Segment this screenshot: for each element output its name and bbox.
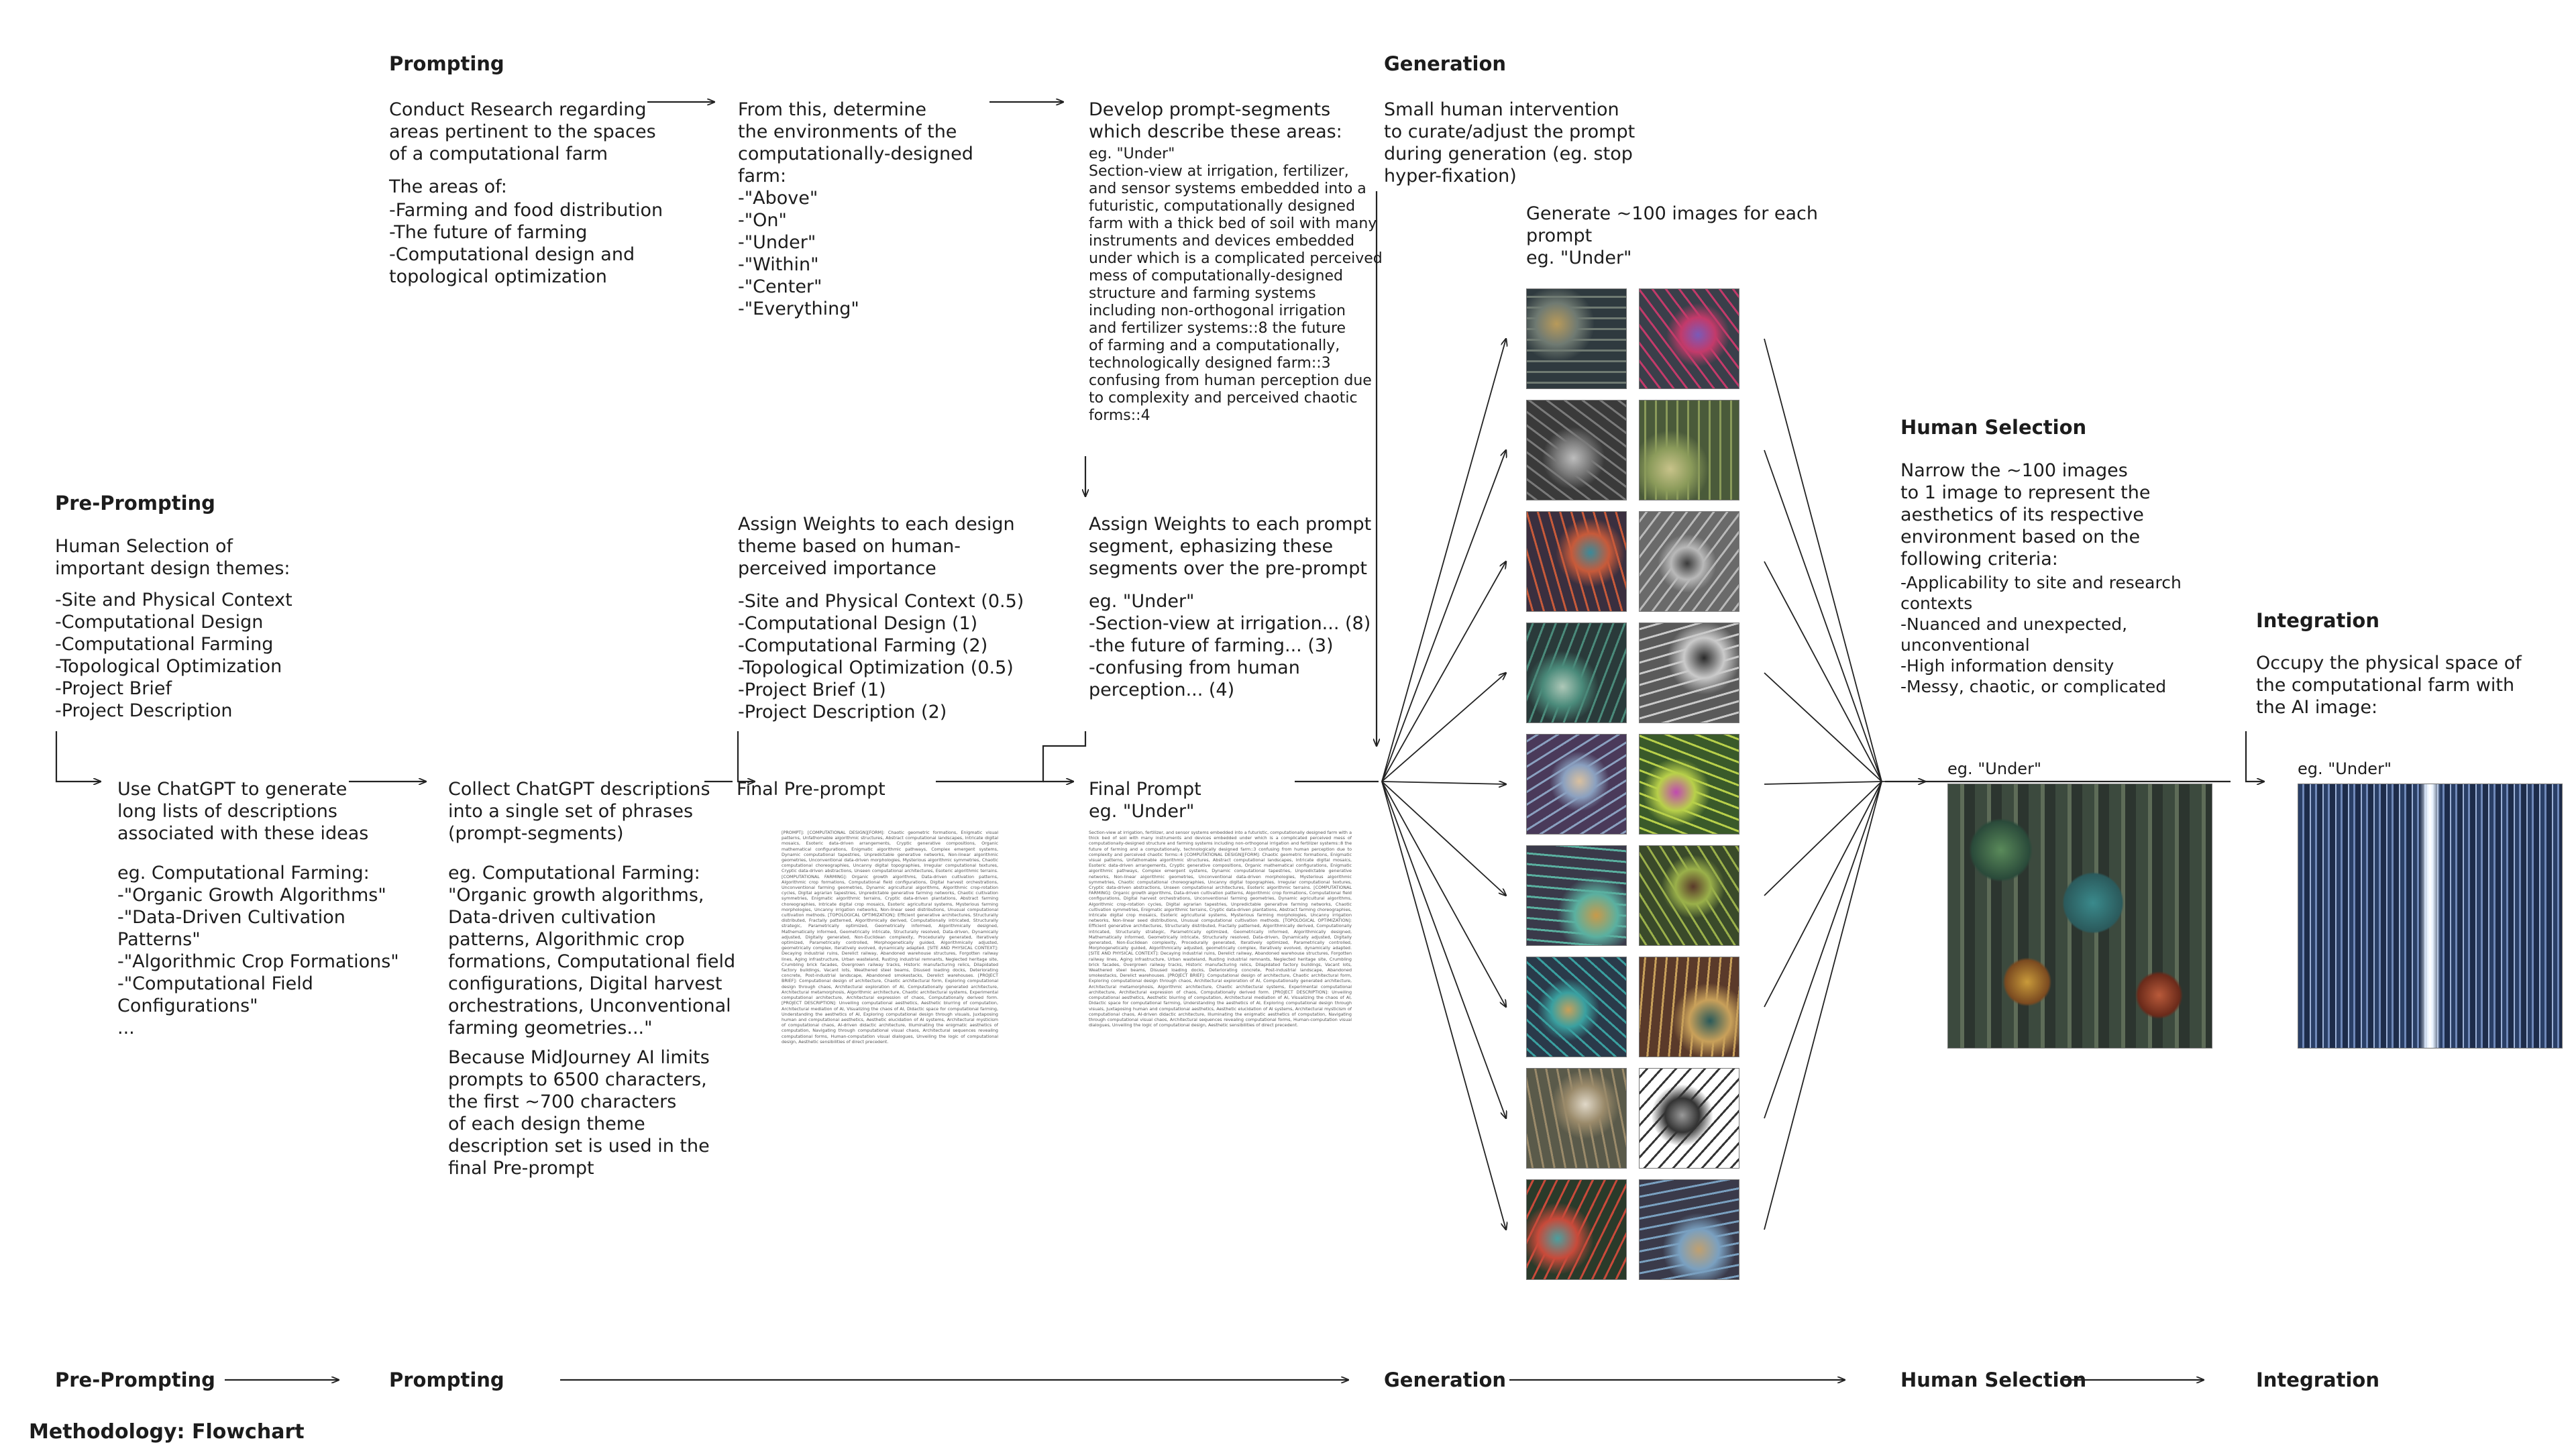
fan-in-line: [1764, 450, 1882, 782]
fan-in-line: [1764, 561, 1882, 782]
collect-example: eg. Computational Farming: "Organic growth algorithms, Data-driven cultivation patterns, Algorithmic crop formations, Computational field configurations, Digital harvest orchestrations, Unconventional farming geometries...": [448, 863, 736, 1038]
fan-out-arrow: [1382, 450, 1506, 782]
fan-out-arrow: [1382, 782, 1506, 1007]
preprompt-heading: Pre-Prompting: [55, 492, 215, 515]
selection-example: eg. "Under": [1947, 759, 2041, 778]
fan-out-arrow: [1382, 782, 1506, 1230]
weights-theme-list: -Site and Physical Context (0.5) -Computational Design (1) -Computational Farming (2) -Topological Optimization (0.5) -Project Brief (1) -Project Description (2): [738, 591, 1024, 722]
selected-image-under: [1947, 784, 2212, 1049]
generated-image-thumbnail: [1526, 511, 1627, 612]
timeline-integration: Integration: [2256, 1368, 2379, 1391]
generated-image-thumbnail: [1526, 957, 1627, 1057]
chatgpt-example: eg. Computational Farming: -"Organic Growth Algorithms" -"Data-Driven Cultivation Patterns" -"Algorithmic Crop Formations" -"Computational Field Configurations" ...: [117, 863, 399, 1038]
timeline-prompting: Prompting: [389, 1368, 504, 1391]
generated-image-thumbnail: [1639, 1179, 1739, 1280]
generated-image-thumbnail: [1639, 288, 1739, 389]
arrow-finalpre-to-finalprompt: [936, 731, 1085, 782]
fan-in-line: [1764, 782, 1882, 1118]
fan-in-line: [1764, 782, 1882, 896]
fan-in-line: [1764, 782, 1882, 1230]
preprompt-intro: Human Selection of important design themes:: [55, 536, 290, 579]
fan-in-line: [1764, 339, 1882, 782]
arrow-weights-to-finalpre: [738, 731, 755, 782]
fan-in-line: [1764, 673, 1882, 782]
generated-image-thumbnail: [1526, 288, 1627, 389]
generated-image-thumbnail: [1639, 957, 1739, 1057]
timeline-preprompting: Pre-Prompting: [55, 1368, 215, 1391]
generated-image-thumbnail: [1639, 400, 1739, 500]
weights-theme-text: Assign Weights to each design theme based on human- perceived importance: [738, 514, 1015, 579]
arrow-preprompt-to-chatgpt: [56, 731, 101, 782]
final-preprompt-label: Final Pre-prompt: [737, 779, 885, 800]
final-prompt-label: Final Prompt: [1089, 779, 1201, 800]
generation-text: Small human intervention to curate/adjust the prompt during generation (eg. stop hyper-fixation): [1384, 99, 1635, 186]
collect-text: Collect ChatGPT descriptions into a single set of phrases (prompt-segments): [448, 779, 710, 844]
areas-intro: The areas of:: [389, 176, 507, 197]
weights-segment-list: eg. "Under" -Section-view at irrigation... (8) -the future of farming... (3) -confusing from human perception... (4): [1089, 591, 1371, 700]
generated-image-thumbnail: [1639, 845, 1739, 946]
research-text: Conduct Research regarding areas pertinent to the spaces of a computational farm: [389, 99, 656, 164]
environments-text: From this, determine the environments of the computationally-designed farm: -"Above" -"On" -"Under" -"Within" -"Center" -"Everything": [738, 99, 973, 319]
generated-image-thumbnail: [1639, 1068, 1739, 1169]
generated-image-thumbnail: [1526, 734, 1627, 835]
selection-criteria: -Applicability to site and research contexts -Nuanced and unexpected, unconventional -High information density -Messy, chaotic, or complicated: [1900, 573, 2182, 696]
fan-in-line: [1764, 782, 1882, 784]
final-prompt-example: eg. "Under": [1089, 801, 1195, 822]
arrow-integration-down: [2246, 731, 2264, 782]
weights-segment-text: Assign Weights to each prompt segment, ephasizing these segments over the pre-prompt: [1089, 514, 1372, 579]
integration-heading: Integration: [2256, 609, 2379, 632]
integration-text: Occupy the physical space of the computational farm with the AI image:: [2256, 653, 2522, 718]
fan-out-arrow: [1382, 782, 1506, 784]
generate-100-text: Generate ~100 images for each prompt eg. "Under": [1526, 203, 1818, 268]
fan-out-arrow: [1382, 339, 1506, 782]
prompting-heading: Prompting: [389, 52, 504, 75]
fan-out-arrow: [1382, 782, 1506, 1118]
generated-image-thumbnail: [1526, 1068, 1627, 1169]
selection-heading: Human Selection: [1900, 416, 2087, 439]
timeline-human-selection: Human Selection: [1900, 1368, 2087, 1391]
preprompt-themes: -Site and Physical Context -Computational Design -Computational Farming -Topological Optimization -Project Brief -Project Description: [55, 590, 292, 721]
areas-list: -Farming and food distribution -The future of farming -Computational design and topological optimization: [389, 200, 663, 287]
generated-image-thumbnail: [1639, 734, 1739, 835]
generated-image-thumbnail: [1639, 623, 1739, 723]
timeline-generation: Generation: [1384, 1368, 1507, 1391]
generated-image-thumbnail: [1639, 511, 1739, 612]
generated-image-thumbnail: [1526, 1179, 1627, 1280]
fan-in-line: [1764, 782, 1882, 1007]
page-title: Methodology: Flowchart: [29, 1420, 305, 1444]
chatgpt-text: Use ChatGPT to generate long lists of descriptions associated with these ideas: [117, 779, 369, 844]
generated-image-thumbnail: [1526, 845, 1627, 946]
generation-heading: Generation: [1384, 52, 1507, 75]
fan-out-arrow: [1382, 561, 1506, 782]
generated-image-thumbnail: [1526, 623, 1627, 723]
integration-example: eg. "Under": [2298, 759, 2392, 778]
final-prompt-body: Section-view at irrigation, fertilizer, and sensor systems embedded into a futuristic, computationally designed farm with a thick bed of soil with many instruments and devices embedded under which is a complicated perceived mess of computationally-designed structure and farming systems including non-orthogonal irrigation and fertilizer systems::8 the future of farming and a computationally, technologically designed farm::3 confusing from human perception due to complexity and perceived chaotic forms::4 [COMPUTATIONAL DESIGN][FORM]: Chaotic geometric formations, Enigmatic visual patterns, Unfathomable algorithmic structures, Abstract computational landscapes, Intricate digital mosaics, Esoteric data-driven arrangements, Cryptic generative compositions, Organic mathematical configurations, Enigmatic algorithmic pathways, Complex emergent systems, Dynamic computational tapestries, Unpredictable generative networks, Non-linear algorithmic geometries, Unconventional data-driven morphologies, Mysterious algorithmic symmetries, Chaotic computational choreographies, Uncanny digital topographies, Irregular computational textures, Cryptic data-driven abstractions, Unseen computational architectures, Esoteric algorithmic terrains. [COMPUTATIONAL FARMING]: Organic growth algorithms, Data-driven cultivation patterns, Algorithmic crop formations, Computational field configurations, Digital harvest orchestrations, Unconventional farming geometries, Dynamic agricultural algorithms, Algorithmic crop-rotation cycles, Digital agrarian tapestries, Unpredictable generative farming networks, Chaotic cultivation symmetries, Enigmatic algorithmic terrains, Cryptic data-driven plantations, Abstract farming choreographies, Intricate digital crop mosaics, Esoteric agricultural systems, Mysterious farming morphologies, Uncanny irrigation networks, Non-linear seed distributions, Unusual computational cultivation methods. [TOPOLOGICAL OPTIMIZATION]: Efficient generative architectures, Structurally distributed, Fractally patterned, Algorithmically derived, Computationally intricated, Structurally strategic, Parametrically optimized, Geometrically informed, Algorithmically designed, Mathematically informed, Geometrically intricate, Structurally resolved, Data-driven, Dynamically adjusted, Digitally generated, Non-Euclidean complexity, Procedurally generated, Iteratively optimized, Parametrically controlled, Morphogenetically guided, Algorithmically adjusted, geometrically complex, Iteratively evolved, dynamically adapted. [SITE AND PHYSICAL CONTEXT]: Decaying industrial ruins, Derelict railway, Abandoned warehouse structures, Forgotten railway lines, Aging infrastructure, Urban wasteland, Rusting industrial remnants, Neglected heritage site, Crumbling brick facades, Overgrown railway tracks, Historic manufacturing relics, Dilapidated factory buildings, Vacant lots, Weathered steel beams, Disused loading docks, Deteriorating concrete, Post-industrial landscape, Abandoned smokestacks, Derelict warehouses. [PROJECT BRIEF]: Computational design of architecture, Chaotic architectural form, Exploring computational design through chaos, Architectural exploration of AI, Computationally generated architecture, Architectural metamorphosis, Algorithmic architecture, Chaotic architectural systems, Experimental computational architecture, Architectural expression of chaos, Computationally derived form. [PROJECT DESCRIPTION]: Unveiling computational aesthetics, Aesthetic blurring of computation, Architectural mediation of AI, Visualizing the chaos of AI, Didactic space for computational farming, Understanding the aesthetics of AI, Exploring computational design through visuals, Juxtaposing human and computational aesthetics, Aesthetic elucidation of AI systems, Architectural mysticism of computational chaos, AI-driven didactic architecture, Illuminating the enigmatic aesthetics of computation, Navigating through computational visual chaos, Architectural sequences revealing computational forms, Human-computation visual dialogues, Unveiling the logic of computational design, Aesthetic sensibilities of direct precedent.: [1089, 830, 1352, 1028]
fan-out-arrow: [1382, 673, 1506, 782]
final-preprompt-body: [PROMPT]: [COMPUTATIONAL DESIGN][FORM]: Chaotic geometric formations, Enigmatic visual patterns, Unfathomable algorithmic structures, Abstract computational landscapes, Intricate digital mosaics, Esoteric data-driven arrangements, Cryptic generative compositions, Organic mathematical configurations, Enigmatic algorithmic pathways, Complex emergent systems, Dynamic computational tapestries, Unpredictable generative networks, Non-linear algorithmic geometries, Unconventional data-driven morphologies, Mysterious algorithmic symmetries, Chaotic computational choreographies, Uncanny digital topographies, Irregular computational textures, Cryptic data-driven abstractions, Unseen computational architectures, Esoteric algorithmic terrains. [COMPUTATIONAL FARMING]: Organic growth algorithms, Data-driven cultivation patterns, Algorithmic crop formations, Computational field configurations, Digital harvest orchestrations, Unconventional farming geometries, Dynamic agricultural algorithms, Algorithmic crop-rotation cycles, Digital agrarian tapestries, Unpredictable generative farming networks, Chaotic cultivation symmetries, Enigmatic algorithmic terrains, Cryptic data-driven plantations, Abstract farming choreographies, Intricate digital crop mosaics, Esoteric agricultural systems, Mysterious farming morphologies, Uncanny irrigation networks, Non-linear seed distributions, Unusual computational cultivation methods. [TOPOLOGICAL OPTIMIZATION]: Efficient generative architectures, Structurally distributed, Fractally patterned, Algorithmically derived, Computationally intricated, Structurally strategic, Parametrically optimized, Geometrically informed, Algorithmically designed, Mathematically informed, Geometrically intricate, Structurally resolved, Data-driven, Dynamically adjusted, Digitally generated, Non-Euclidean complexity, Procedurally generated, Iteratively optimized, Parametrically controlled, Morphogenetically guided, Algorithmically adjusted, geometrically complex, Iteratively evolved, dynamically adapted. [SITE AND PHYSICAL CONTEXT]: Decaying industrial ruins, Derelict railway, Abandoned warehouse structures, Forgotten railway lines, Aging infrastructure, Urban wasteland, Rusting industrial remnants, Neglected heritage site, Crumbling brick facades, Overgrown railway tracks, Historic manufacturing relics, Dilapidated factory buildings, Vacant lots, Weathered steel beams, Disused loading docks, Deteriorating concrete, Post-industrial landscape, Abandoned smokestacks, Derelict warehouses. [PROJECT BRIEF]: Computational design of architecture, Chaotic architectural form, Exploring computational design through chaos, Architectural exploration of AI, Computationally generated architecture, Architectural metamorphosis, Algorithmic architecture, Chaotic architectural systems, Experimental computational architecture, Architectural expression of chaos, Computationally derived form. [PROJECT DESCRIPTION]: Unveiling computational aesthetics, Aesthetic blurring of computation, Architectural mediation of AI, Visualizing the chaos of AI, Didactic space for computational farming, Understanding the aesthetics of AI, Exploring computational design through visuals, Juxtaposing human and computational aesthetics, Aesthetic elucidation of AI systems, Architectural mysticism of computational chaos, AI-driven didactic architecture, Illuminating the enigmatic aesthetics of computation, Navigating through computational visual chaos, Architectural sequences revealing computational forms, Human-computation visual dialogues, Unveiling the logic of computational design, Aesthetic sensibilities of direct precedent.: [782, 830, 998, 1044]
generated-image-thumbnail: [1526, 400, 1627, 500]
collect-limit: Because MidJourney AI limits prompts to 6500 characters, the first ~700 characters of each design theme description set is used in the final Pre-prompt: [448, 1047, 710, 1179]
selection-text: Narrow the ~100 images to 1 image to represent the aesthetics of its respective environment based on the following criteria:: [1900, 460, 2151, 570]
segments-text: Develop prompt-segments which describe these areas:: [1089, 99, 1342, 142]
segments-example: eg. "Under" Section-view at irrigation, fertilizer, and sensor systems embedded into a futuristic, computationally designed farm with a thick bed of soil with many instruments and devices embedded under which is a complicated perceived mess of computationally-designed structure and farming systems including non-orthogonal irrigation and fertilizer systems::8 the future of farming and a computationally, technologically designed farm::3 confusing from human perception due to complexity and perceived chaotic forms::4: [1089, 146, 1383, 424]
fan-out-arrow: [1382, 782, 1506, 896]
integration-image-under: [2298, 784, 2563, 1049]
